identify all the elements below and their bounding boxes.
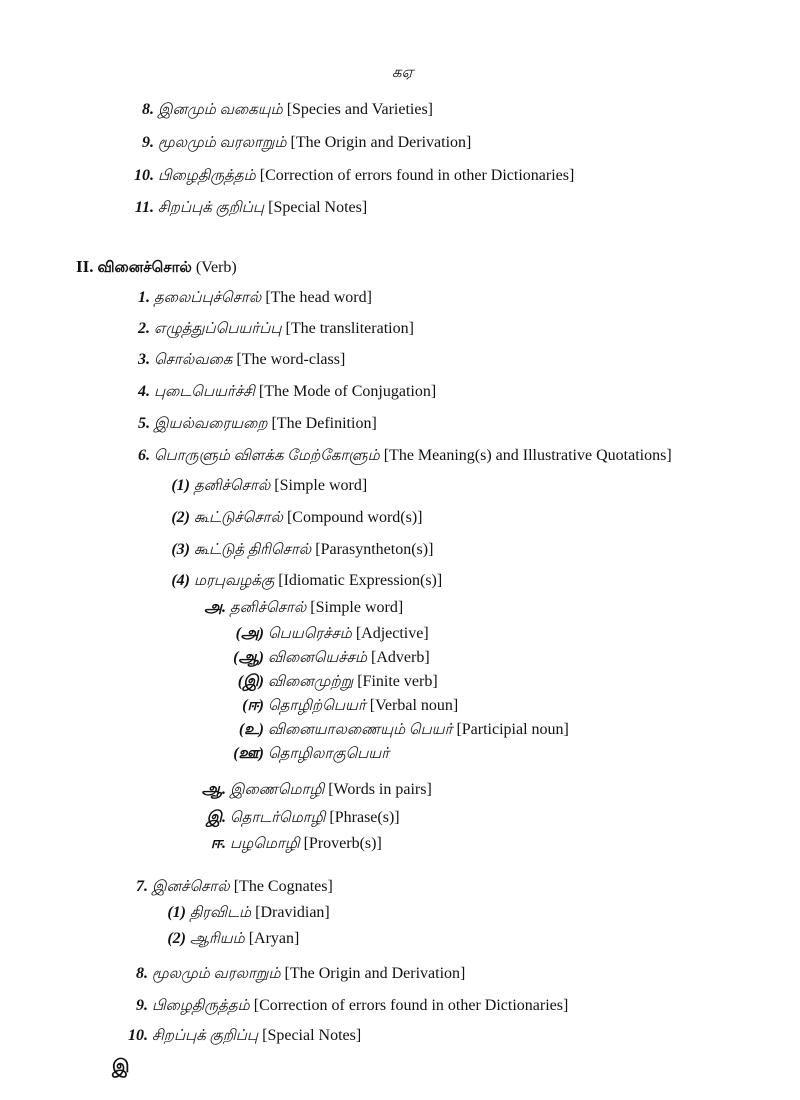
sub-list-item: (1) தனிச்சொல் [Simple word] (171, 477, 368, 494)
list-item: 3. சொல்வகை [The word-class] (138, 351, 346, 368)
list-item: 7. இனச்சொல் [The Cognates] (136, 878, 333, 895)
list-item: 4. புடைபெயர்ச்சி [The Mode of Conjugation] (138, 383, 437, 400)
footer-mark: இ (112, 1056, 130, 1076)
sub-sub-list-item: அ. தனிச்சொல் [Simple word] (204, 599, 404, 616)
page-number: கஏ (392, 65, 414, 81)
list-item: 9. பிழைதிருத்தம் [Correction of errors found in other Dictionaries] (136, 997, 569, 1014)
list-item: 6. பொருளும் விளக்க மேற்கோளும் [The Meaning(s) and Illustrative Quotations] (138, 447, 672, 464)
sub-sub-sub-list-item: (ஆ) வினையெச்சம் [Adverb] (233, 649, 430, 666)
sub-list-item: (1) திரவிடம் [Dravidian] (167, 904, 330, 921)
list-item: 9. மூலமும் வரலாறும் [The Origin and Derivation] (142, 134, 472, 151)
sub-sub-list-item: ஈ. பழமொழி [Proverb(s)] (210, 835, 382, 852)
sub-list-item: (3) கூட்டுத் திரிசொல் [Parasyntheton(s)] (171, 541, 434, 558)
sub-list-item: (4) மரபுவழக்கு [Idiomatic Expression(s)] (171, 572, 443, 589)
list-item: 10. சிறப்புக் குறிப்பு [Special Notes] (128, 1027, 362, 1044)
sub-sub-list-item: இ. தொடர்மொழி [Phrase(s)] (206, 809, 400, 826)
section-heading: II. வினைச்சொல் (Verb) (76, 257, 237, 276)
sub-list-item: (2) கூட்டுச்சொல் [Compound word(s)] (171, 509, 423, 526)
sub-sub-sub-list-item: (அ) பெயரெச்சம் [Adjective] (235, 625, 429, 642)
list-item: 5. இயல்வரையறை [The Definition] (138, 415, 377, 432)
list-item: 8. மூலமும் வரலாறும் [The Origin and Derivation] (136, 965, 466, 982)
sub-sub-sub-list-item: (உ) வினையாலணையும் பெயர் [Participial noun] (238, 721, 569, 738)
list-item: 11. சிறப்புக் குறிப்பு [Special Notes] (134, 199, 368, 216)
sub-list-item: (2) ஆரியம் [Aryan] (167, 930, 300, 947)
list-item: 10. பிழைதிருத்தம் [Correction of errors found in other Dictionaries] (134, 167, 575, 184)
list-item: 1. தலைப்புச்சொல் [The head word] (138, 289, 372, 306)
list-item: 2. எழுத்துப்பெயர்ப்பு [The transliteration] (138, 320, 414, 337)
sub-sub-sub-list-item: (ஊ) தொழிலாகுபெயர் (233, 745, 390, 762)
list-item: 8. இனமும் வகையும் [Species and Varieties] (142, 101, 434, 118)
sub-sub-list-item: ஆ. இணைமொழி [Words in pairs] (201, 781, 432, 798)
sub-sub-sub-list-item: (ஈ) தொழிற்பெயர் [Verbal noun] (242, 697, 459, 714)
sub-sub-sub-list-item: (இ) வினைமுற்று [Finite verb] (237, 673, 438, 690)
